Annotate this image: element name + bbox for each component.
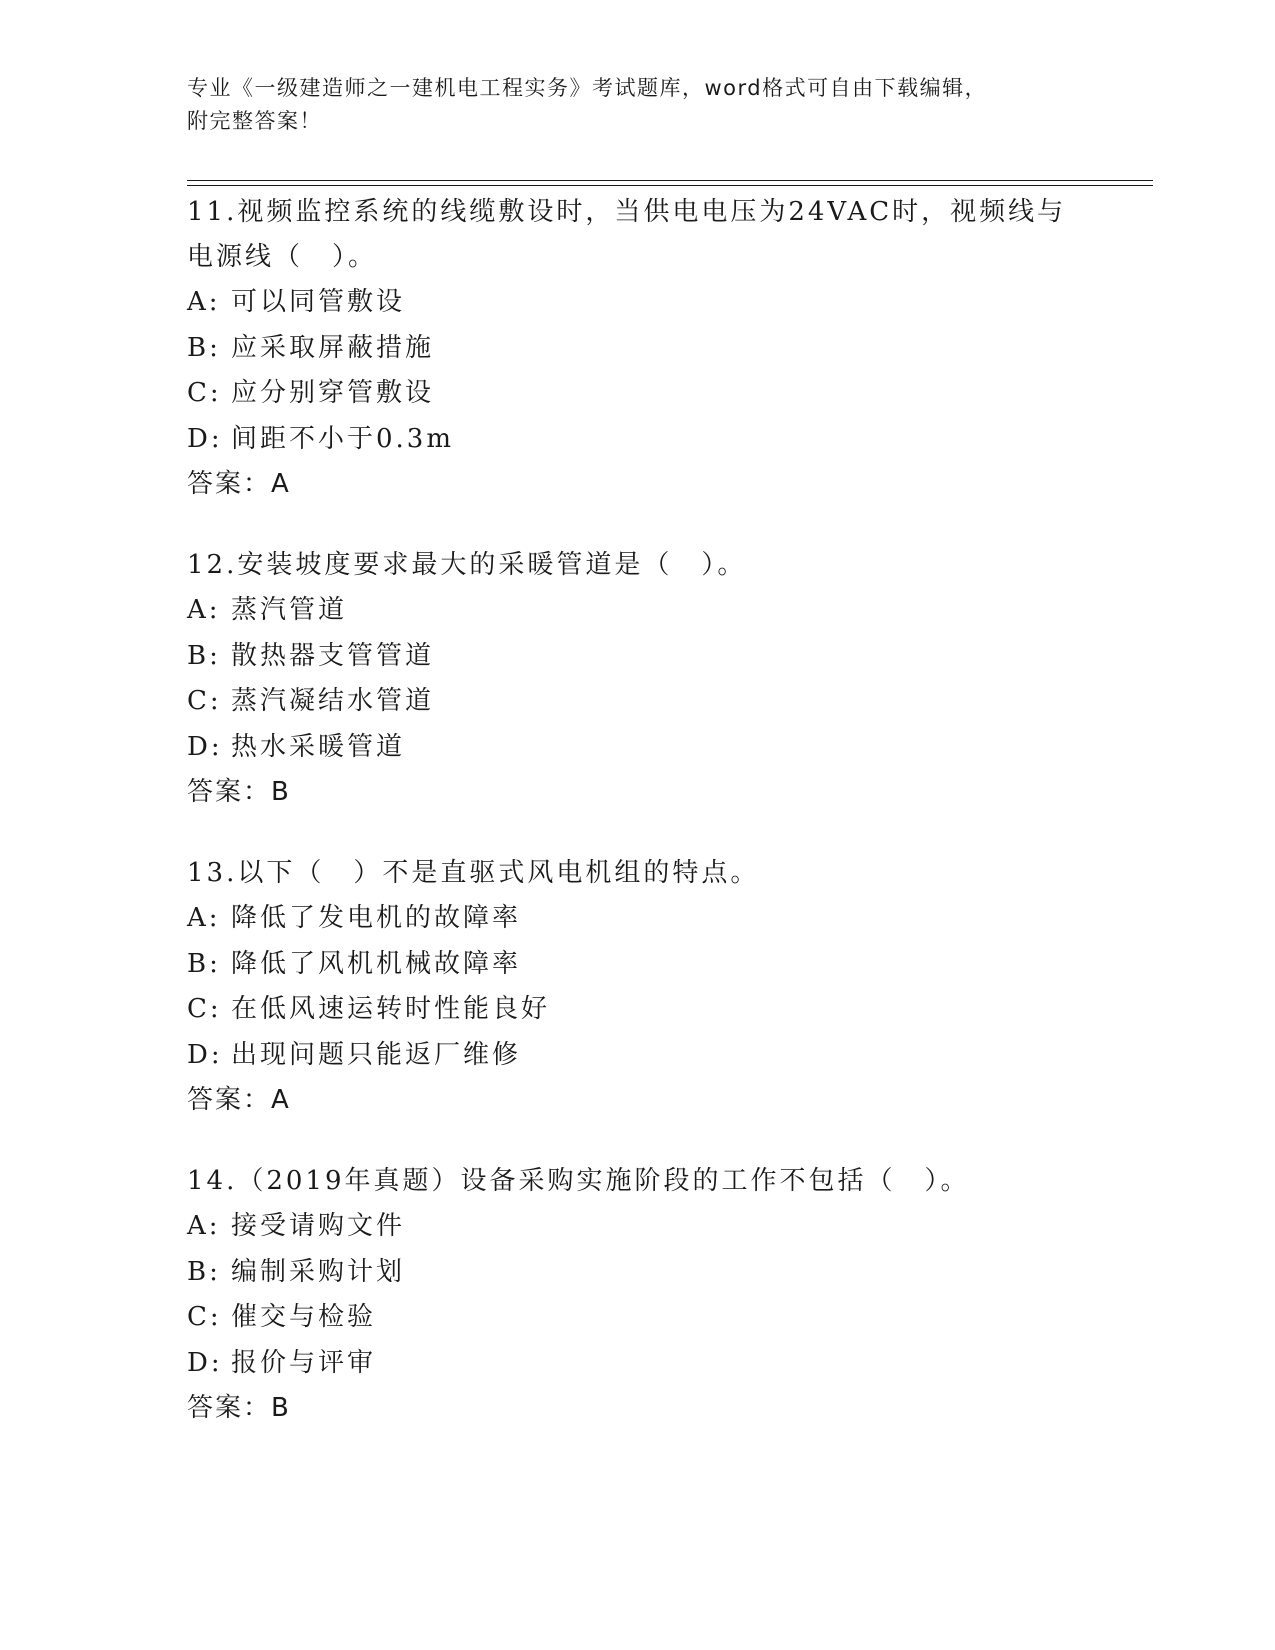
question-stem: 13.以下（ ）不是直驱式风电机组的特点。 [187,858,760,888]
option-text: 间距不小于0.3m [231,423,455,454]
option-text: 降低了风机机械故障率 [231,948,522,979]
option-b [187,1250,1087,1296]
option-letter: A: [187,287,221,317]
answer-label: 答案：A [187,1085,291,1115]
header-line-1: 专业《一级建造师之一建机电工程实务》考试题库，word格式可自由下载编辑， [187,76,988,100]
option-text: 出现问题只能返厂维修 [231,1039,522,1070]
option-b [187,942,1087,988]
option-a [187,588,1087,634]
option-text: 在低风速运转时性能良好 [231,994,551,1024]
option-letter: A: [187,903,221,933]
option-letter: D: [187,731,223,762]
option-c [187,371,1087,417]
question-11 [187,190,1087,507]
option-letter: D: [187,1039,223,1070]
question-13 [187,851,1087,1123]
answer-label: 答案：B [187,777,291,807]
option-letter: C: [187,1302,222,1332]
question-stem: 12.安装坡度要求最大的采暖管道是（ ）。 [187,550,747,580]
option-letter: B: [187,948,221,979]
option-d [187,725,1087,771]
document-header [187,72,1087,138]
option-d [187,1033,1087,1079]
option-letter: C: [187,378,222,408]
option-letter: A: [187,1211,221,1241]
option-c [187,679,1087,725]
header-divider-top [187,180,1153,181]
option-text: 应分别穿管敷设 [231,378,435,408]
question-stem: 11.视频监控系统的线缆敷设时，当供电电压为24VAC时，视频线与电源线（ ）。 [187,197,1067,272]
option-letter: B: [187,332,221,363]
option-text: 蒸汽凝结水管道 [231,686,435,716]
option-b [187,634,1087,680]
question-stem: 14.（2019年真题）设备采购实施阶段的工作不包括（ ）。 [187,1166,970,1196]
answer-label: 答案：A [187,469,291,499]
question-14 [187,1159,1087,1431]
option-c [187,987,1087,1033]
option-letter: C: [187,994,222,1024]
option-d [187,1341,1087,1387]
option-letter: A: [187,595,221,625]
option-text: 接受请购文件 [231,1211,406,1241]
header-line-2: 附完整答案！ [187,109,322,133]
option-letter: C: [187,686,222,716]
option-b [187,326,1087,372]
option-d [187,417,1087,463]
option-text: 应采取屏蔽措施 [231,332,435,363]
option-letter: D: [187,423,223,454]
option-text: 编制采购计划 [231,1256,406,1287]
option-a [187,280,1087,326]
option-letter: B: [187,1256,221,1287]
question-list [187,190,1087,1431]
option-text: 报价与评审 [231,1347,377,1378]
option-text: 蒸汽管道 [231,595,348,625]
option-a [187,1204,1087,1250]
question-12 [187,543,1087,815]
option-text: 降低了发电机的故障率 [231,903,522,933]
answer-label: 答案：B [187,1393,291,1423]
option-letter: D: [187,1347,223,1378]
option-text: 可以同管敷设 [231,287,406,317]
option-letter: B: [187,640,221,671]
option-c [187,1295,1087,1341]
option-a [187,896,1087,942]
option-text: 散热器支管管道 [231,640,435,671]
header-divider-bottom [187,185,1153,186]
option-text: 催交与检验 [231,1302,377,1332]
option-text: 热水采暖管道 [231,731,406,762]
